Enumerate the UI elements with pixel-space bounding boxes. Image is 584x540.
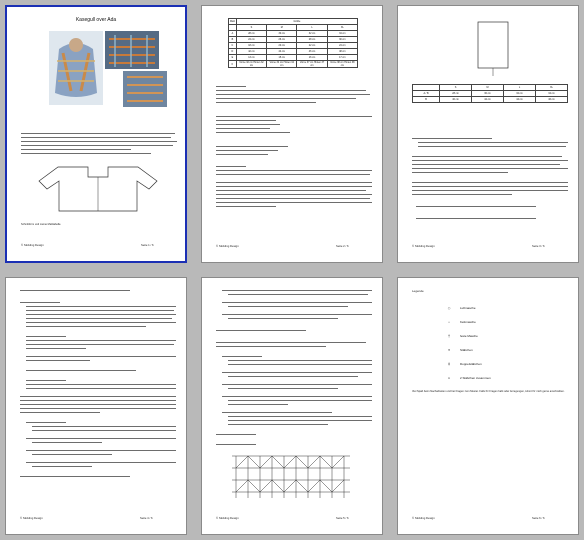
legend-item: ○ Luftmasche	[447, 306, 476, 310]
legend-item: ∧ 2 Stäbchen zusammen	[447, 376, 491, 380]
cardigan-photo-back	[123, 71, 167, 107]
legend-item: ┼ feste Masche	[448, 334, 478, 338]
cardigan-photo-main	[49, 31, 103, 105]
size-table-group: Größe	[236, 19, 357, 25]
page-2-footer: © Stickling Design Seite 2 / 6	[216, 244, 349, 248]
pattern-schematic	[468, 16, 518, 82]
page-4[interactable]	[5, 277, 187, 535]
page-3-footer: © Stickling Design Seite 3 / 6	[412, 244, 545, 248]
page-4-footer: © Stickling Design Seite 4 / 6	[20, 516, 153, 520]
page-1-footer: © Stickling Design Seite 1 / 6	[21, 243, 154, 247]
legend-title: Legende	[412, 289, 424, 293]
closing-text: Viel Spaß beim Nacharbeiten und bei Fragen zum Muster. Falls Ihr Fragen habt oder Anregungen, könnt Ihr mich gerne anschreiben.	[412, 390, 565, 393]
schematic-drawing	[33, 163, 163, 215]
page-5-footer: © Stickling Design Seite 5 / 6	[216, 516, 349, 520]
size-table-corner: Maß	[230, 20, 235, 23]
page-6-footer: © Stickling Design Seite 6 / 6	[412, 516, 545, 520]
legend-item: Ŧ Stäbchen	[448, 348, 473, 352]
cardigan-photo-detail	[105, 31, 159, 69]
legend-item: ╪ Doppelstäbchen	[448, 362, 482, 366]
size-table: Maß Größe S M L XL A 28 cm 30 cm 32 cm 34 cm B 24 cm 26 cm 28 cm 30 cm C 18 cm 20 cm 22 cm 24 cm D 42 cm 44 cm 46 cm 48 cm E 13 cm 15 cm 16 cm 17 cm F Vorne 32 cm Hinten 32 cm Vorne 34 cm Hinten 34 cm Vorne 37 cm Hinten 37 cm Vorne 38 cm Hinten 38 cm	[228, 18, 358, 68]
page-1-caption: Schnittform und meine Maßtabelle.	[21, 223, 62, 226]
crochet-chart	[226, 450, 356, 506]
page-3[interactable]	[397, 5, 579, 263]
small-size-table: S M L XL A / B 28 cm 30 cm 32 cm 34 cm B 40 cm 42 cm 44 cm 46 cm	[412, 84, 568, 103]
page-1-title: Kasegull over Ada	[75, 17, 117, 23]
page-2[interactable]	[201, 5, 383, 263]
legend-item: • Kettmasche	[448, 320, 476, 324]
page-1[interactable]	[5, 5, 187, 263]
page-5[interactable]	[201, 277, 383, 535]
page-6[interactable]	[397, 277, 579, 535]
